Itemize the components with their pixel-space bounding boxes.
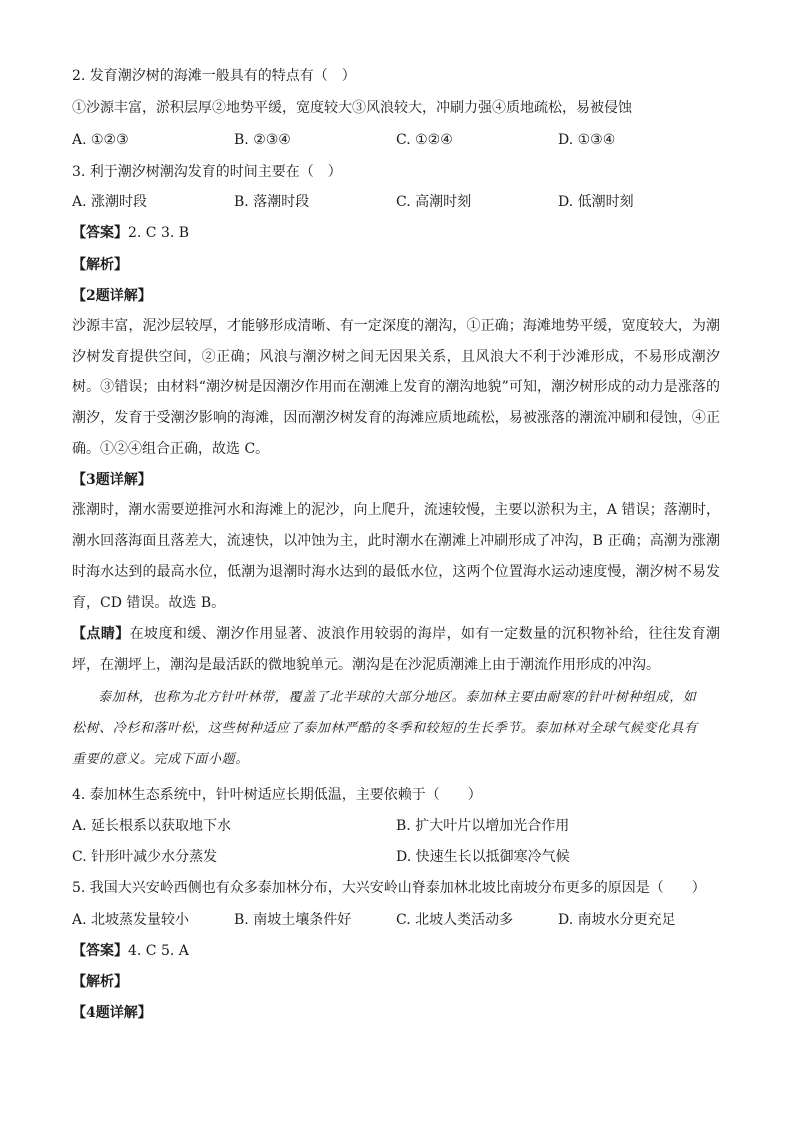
tip-line [72, 624, 720, 644]
q3-option-b: B. 落潮时段 [234, 194, 310, 210]
analysis-heading-2: 【解析】 [72, 974, 128, 990]
q5-stem: 5. 我国大兴安岭西侧也有众多泰加林分布，大兴安岭山脊泰加林北坡比南坡分布更多的原因是（ ） [72, 880, 706, 896]
passage-line: 松树、冷杉和落叶松，这些树种适应了泰加林严酷的冬季和较短的生长季节。泰加林对全球气候变化具有 [72, 721, 698, 736]
q2-option-d: D. ①③④ [558, 132, 616, 148]
q4-stem: 4. 泰加林生态系统中，针叶树适应长期低温，主要依赖于（ ） [72, 787, 482, 803]
q4-option-d: D. 快速生长以抵御寒冷气候 [396, 849, 570, 865]
detail-2-line: 潮汐，发育于受潮汐影响的海滩，因而潮汐树发育的海滩应质地疏松，易被涨落的潮流冲刷和侵蚀，④正 [72, 410, 720, 426]
q2-stem: 2. 发育潮汐树的海滩一般具有的特点有（ ） [72, 68, 356, 84]
q3-option-d: D. 低潮时刻 [558, 194, 634, 210]
q2-option-c: C. ①②④ [396, 132, 453, 148]
detail-2-line: 汐树发育提供空间，②正确；风浪与潮汐树之间无因果关系，且风浪大不利于沙滩形成，不易形成潮汐 [72, 349, 720, 365]
q5-option-d: D. 南坡水分更充足 [558, 912, 676, 928]
detail-2-line: 确。①②④组合正确，故选 C。 [72, 441, 270, 457]
q3-option-a: A. 涨潮时段 [72, 194, 148, 210]
detail-3-line: 涨潮时，潮水需要逆推河水和海滩上的泥沙，向上爬升，流速较慢，主要以淤积为主，A 错误；落潮时， [72, 502, 720, 518]
detail-2-heading: 【2题详解】 [72, 288, 152, 304]
detail-2-line: 树。③错误；由材料“潮汐树是因潮汐作用而在潮滩上发育的潮沟地貌”可知，潮汐树形成的动力是涨落的 [72, 379, 720, 395]
q3-option-c: C. 高潮时刻 [396, 194, 472, 210]
answer-block-2 [72, 941, 189, 961]
q2-option-b: B. ②③④ [234, 132, 291, 148]
q4-option-a: A. 延长根系以获取地下水 [72, 818, 232, 834]
detail-2-line: 沙源丰富，泥沙层较厚，才能够形成清晰、有一定深度的潮沟，①正确；海滩地势平缓，宽度较大，为潮 [72, 318, 720, 334]
analysis-heading-1: 【解析】 [72, 257, 128, 273]
passage-line: 重要的意义。完成下面小题。 [72, 752, 249, 767]
answer-tag: 【答案】 [72, 943, 128, 959]
q5-option-b: B. 南坡土壤条件好 [234, 912, 352, 928]
q4-option-c: C. 针形叶减少水分蒸发 [72, 849, 218, 865]
tip-line: 坪，在潮坪上，潮沟是最活跃的微地貌单元。潮沟是在沙泥质潮滩上由于潮流作用形成的冲沟。 [72, 657, 660, 673]
detail-3-heading: 【3题详解】 [72, 472, 152, 488]
answer-block-1 [72, 223, 189, 243]
q2-option-a: A. ①②③ [72, 132, 129, 148]
tip-text: 在坡度和缓、潮汐作用显著、波浪作用较弱的海岸，如有一定数量的沉积物补给，往往发育潮 [129, 626, 721, 642]
detail-3-line: 育，CD 错误。故选 B。 [72, 595, 226, 611]
q4-option-b: B. 扩大叶片以增加光合作用 [396, 818, 570, 834]
detail-4-heading: 【4题详解】 [72, 1005, 152, 1021]
passage-line: 泰加林，也称为北方针叶林带，覆盖了北半球的大部分地区。泰加林主要由耐寒的针叶树种组成，如 [98, 690, 697, 705]
detail-3-line: 潮水回落海面且落差大，流速快，以冲蚀为主，此时潮水在潮滩上冲刷形成了冲沟，B 正确；高潮为涨潮 [72, 533, 720, 549]
tip-tag: 【点睛】 [72, 626, 130, 642]
q5-option-a: A. 北坡蒸发量较小 [72, 912, 190, 928]
q5-option-c: C. 北坡人类活动多 [396, 912, 514, 928]
q3-stem: 3. 利于潮汐树潮沟发育的时间主要在（ ） [72, 164, 342, 180]
reading-passage [72, 688, 722, 770]
detail-3-line: 时海水达到的最高水位，低潮为退潮时海水达到的最低水位，这两个位置海水运动速度慢，潮汐树不易发 [72, 564, 720, 580]
answer-tag: 【答案】 [72, 225, 128, 241]
answer-text: 2. C 3. B [128, 225, 190, 241]
answer-text: 4. C 5. A [128, 943, 189, 959]
q2-statements: ①沙源丰富，淤积层厚②地势平缓，宽度较大③风浪较大，冲刷力强④质地疏松，易被侵蚀 [72, 100, 632, 116]
